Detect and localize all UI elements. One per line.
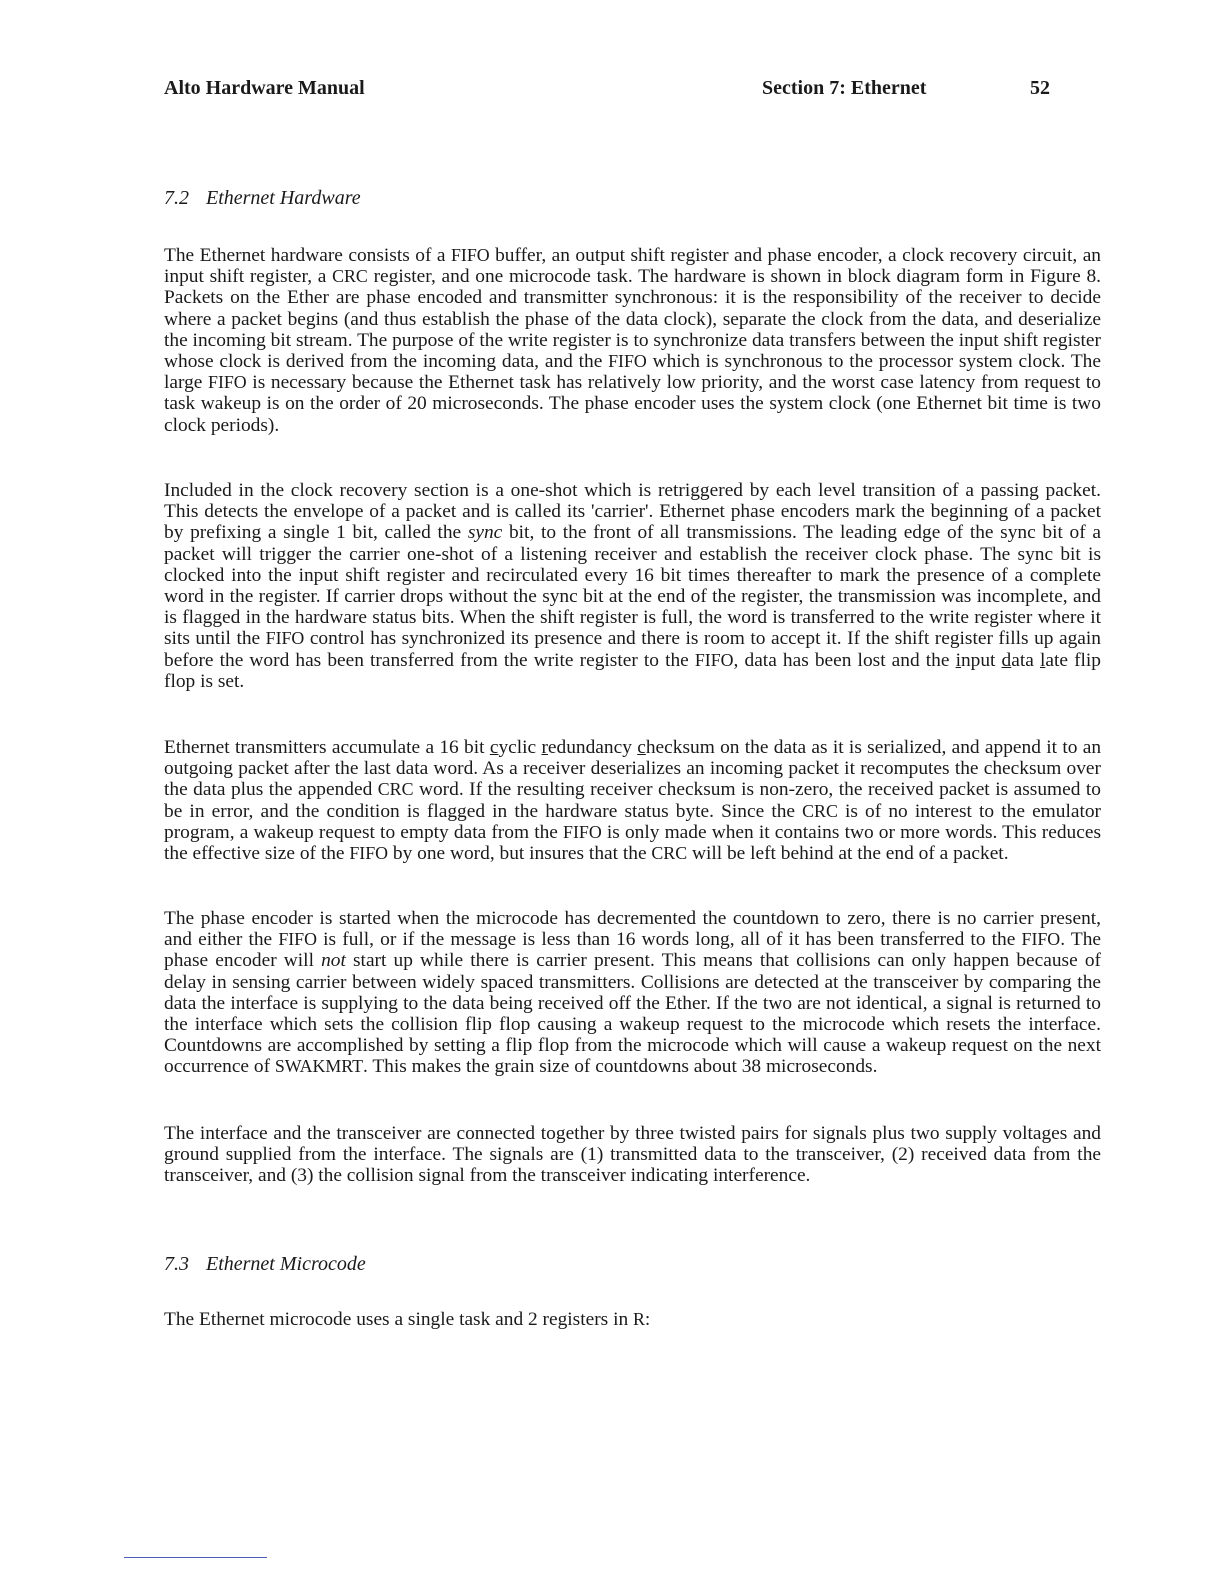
- term-fifo: FIFO: [208, 372, 247, 393]
- term-fifo: FIFO: [694, 649, 734, 670]
- term-fifo: FIFO: [563, 821, 602, 842]
- running-header-title: Alto Hardware Manual: [164, 77, 365, 99]
- term-fifo: FIFO: [349, 843, 389, 864]
- term-crc: CRC: [802, 800, 838, 821]
- term-fifo: FIFO: [608, 351, 647, 372]
- term-sync: sync: [467, 522, 503, 544]
- term-swakmrt: SWAKMRT: [274, 1056, 363, 1077]
- section-number: 7.3: [164, 1253, 189, 1275]
- paragraph-clock-recovery: Included in the clock recovery section is a one-shot which is retriggered by each level transition of a passing packet. This detects the envelope of a packet and is called its 'carrier'. Ethernet phase encoders mark the beginning of a packet by prefixing a single 1 bit, called the sync bit, to the front of all transmissions. The leading edge of the sync bit of a packet will trigger the carrier one-shot of a listening receiver and establish the receiver clock phase. The sync bit is clocked into the input shift register and recirculated every 16 bit times thereafter to mark the presence of a complete word in the register. If carrier drops without the sync bit at the end of the register, the transmission was incomplete, and is flagged in the hardware status bits. When the shift register is full, the word is transferred to the write register where it sits until the FIFO control has synchronized its presence and there is room to accept it. If the shift register fills up again before the word has been transferred from the write register to the FIFO, data has been lost and the input data late flip flop is set.: [164, 480, 1101, 692]
- paragraph-microcode-intro: The Ethernet microcode uses a single task and 2 registers in R:: [164, 1309, 651, 1330]
- page-number: 52: [1030, 77, 1050, 99]
- term-fifo: FIFO: [450, 245, 490, 265]
- term-fifo: FIFO: [265, 628, 305, 649]
- section-heading-7-3: [164, 1252, 366, 1276]
- term-fifo: FIFO: [1021, 929, 1061, 950]
- paragraph-transceiver: The interface and the transceiver are connected together by three twisted pairs for signals plus two supply voltages and ground supplied from the interface. The signals are (1) transmitted data to the transceiver, (2) received data from the transceiver, and (3) the collision signal from the transceiver indicating interference.: [164, 1123, 1101, 1187]
- section-title: Ethernet Hardware: [206, 187, 361, 209]
- section-heading-7-2: [164, 186, 361, 210]
- term-crc: CRC: [377, 779, 414, 800]
- term-crc: CRC: [651, 843, 688, 864]
- section-title: Ethernet Microcode: [206, 1253, 366, 1275]
- footnote-rule: [124, 1557, 267, 1558]
- running-header-section: Section 7: Ethernet: [762, 77, 927, 99]
- term-crc: CRC: [332, 266, 368, 287]
- term-fifo: FIFO: [278, 929, 317, 950]
- term-not: not: [321, 950, 346, 972]
- section-number: 7.2: [164, 187, 189, 209]
- paragraph-hardware-overview: The Ethernet hardware consists of a FIFO buffer, an output shift register and phase encoder, a clock recovery circuit, an input shift register, a CRC register, and one microcode task. The hardware is shown in block diagram form in Figure 8. Packets on the Ether are phase encoded and transmitter synchronous: it is the responsibility of the receiver to decide where a packet begins (and thus establish the phase of the data clock), separate the clock from the data, and deserialize the incoming bit stream. The purpose of the write register is to synchronize data transfers between the input shift register whose clock is derived from the incoming data, and the FIFO which is synchronous to the processor system clock. The large FIFO is necessary because the Ethernet task has relatively low priority, and the worst case latency from request to task wakeup is on the order of 20 microseconds. The phase encoder uses the system clock (one Ethernet bit time is two clock periods).: [164, 245, 1101, 436]
- term-r: R: [633, 1309, 645, 1329]
- paragraph-phase-encoder: The phase encoder is started when the microcode has decremented the countdown to zero, there is no carrier present, and either the FIFO is full, or if the message is less than 16 words long, all of it has been transferred to the FIFO. The phase encoder will not start up while there is carrier present. This means that collisions can only happen because of delay in sensing carrier between widely spaced transmitters. Collisions are detected at the transceiver by comparing the data the interface is supplying to the data being received off the Ether. If the two are not identical, a signal is returned to the interface which sets the collision flip flop causing a wakeup request to the microcode which resets the interface. Countdowns are accomplished by setting a flip flop from the microcode which will cause a wakeup request on the next occurrence of SWAKMRT. This makes the grain size of countdowns about 38 microseconds.: [164, 908, 1101, 1078]
- paragraph-crc-checksum: Ethernet transmitters accumulate a 16 bit cyclic redundancy checksum on the data as it is serialized, and append it to an outgoing packet after the last data word. As a receiver deserializes an incoming packet it recomputes the checksum over the data plus the appended CRC word. If the resulting receiver checksum is non-zero, the received packet is assumed to be in error, and the condition is flagged in the hardware status byte. Since the CRC is of no interest to the emulator program, a wakeup request to empty data from the FIFO is only made when it contains two or more words. This reduces the effective size of the FIFO by one word, but insures that the CRC will be left behind at the end of a packet.: [164, 737, 1102, 865]
